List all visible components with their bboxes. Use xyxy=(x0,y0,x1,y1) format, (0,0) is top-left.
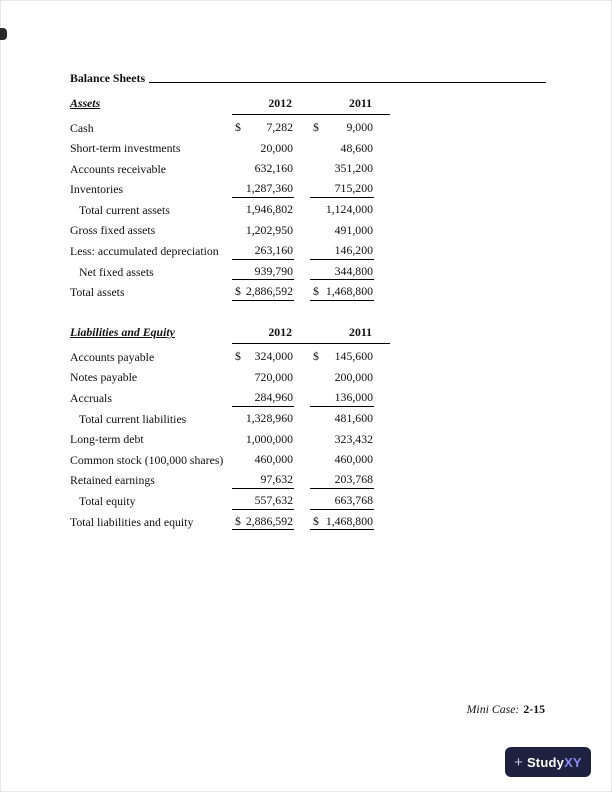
value-2012: 263,160 xyxy=(232,244,294,260)
value-2012: 97,632 xyxy=(232,473,294,489)
dollar-sign xyxy=(233,433,235,447)
dollar-sign xyxy=(311,142,313,156)
dollar-sign: $ xyxy=(313,120,319,135)
dollar-sign xyxy=(311,203,313,217)
dollar-sign xyxy=(311,453,313,467)
value-2011: 200,000 xyxy=(310,371,374,386)
table-row xyxy=(70,512,396,533)
value-2012: 460,000 xyxy=(232,453,294,468)
table-row xyxy=(70,347,396,368)
table-row xyxy=(70,471,396,492)
value-2011: 351,200 xyxy=(310,162,374,177)
assets-table xyxy=(70,91,396,303)
dollar-sign: $ xyxy=(235,284,241,299)
table-row xyxy=(70,118,396,139)
row-label: Retained earnings xyxy=(70,473,155,488)
value-2011: 136,000 xyxy=(310,391,374,407)
mini-case-label: Mini Case: xyxy=(466,702,520,716)
dollar-sign xyxy=(233,224,235,238)
value-2011: $ 9,000 xyxy=(313,120,373,135)
value-2011: 491,000 xyxy=(310,224,374,239)
row-label: Notes payable xyxy=(70,370,138,385)
dollar-sign: $ xyxy=(235,513,241,528)
value-2012: $ 2,886,592 xyxy=(232,285,294,301)
assets-table-header xyxy=(70,91,396,111)
dollar-sign xyxy=(311,473,313,487)
heading-rule xyxy=(149,82,546,83)
document-page xyxy=(70,68,546,550)
dollar-sign xyxy=(311,182,313,196)
row-label: Common stock (100,000 shares) xyxy=(70,452,224,467)
dollar-sign: $ xyxy=(235,349,241,364)
value-2012: 939,790 xyxy=(232,265,294,281)
column-header-2012: 2012 xyxy=(268,325,292,340)
row-label: Accounts payable xyxy=(70,349,155,364)
dollar-sign xyxy=(311,244,313,258)
value-2011: $ 1,468,800 xyxy=(310,285,374,301)
value-2011: 481,600 xyxy=(310,412,374,427)
dollar-sign xyxy=(311,371,313,385)
row-label: Total liabilities and equity xyxy=(70,514,194,529)
value-2012: 20,000 xyxy=(232,142,294,157)
value-2011: 1,124,000 xyxy=(310,203,374,218)
dollar-sign xyxy=(233,203,235,217)
page-heading: Balance Sheets xyxy=(70,71,146,86)
dollar-sign xyxy=(233,142,235,156)
liabilities-equity-table xyxy=(70,320,396,532)
plus-icon: + xyxy=(514,753,523,771)
value-2012: 1,202,950 xyxy=(232,224,294,239)
row-label: Less: accumulated depreciation xyxy=(70,244,219,259)
value-2011: 146,200 xyxy=(310,244,374,260)
column-header-2011: 2011 xyxy=(349,325,372,340)
table-row xyxy=(70,368,396,389)
table-row xyxy=(70,200,396,221)
brand-name-prefix: Study xyxy=(526,754,565,770)
dollar-sign: $ xyxy=(313,284,319,299)
dollar-sign xyxy=(311,494,313,508)
dollar-sign xyxy=(233,412,235,426)
dollar-sign xyxy=(311,412,313,426)
table-row xyxy=(70,430,396,451)
value-2011: 48,600 xyxy=(310,142,374,157)
value-2011: 663,768 xyxy=(310,494,374,510)
table-title: Liabilities and Equity xyxy=(70,325,175,340)
assets-rows xyxy=(70,118,396,303)
row-label: Inventories xyxy=(70,182,124,197)
table-row xyxy=(70,221,396,242)
value-2011: 715,200 xyxy=(310,182,374,198)
value-2012: 1,287,360 xyxy=(232,182,294,198)
page-footer xyxy=(467,702,545,717)
value-2012: 720,000 xyxy=(232,371,294,386)
value-2012: 1,328,960 xyxy=(232,412,294,427)
value-2011: $ 1,468,800 xyxy=(310,515,374,531)
row-label: Total equity xyxy=(79,494,136,509)
table-row xyxy=(70,389,396,410)
dollar-sign xyxy=(311,162,313,176)
value-2012: 557,632 xyxy=(232,494,294,510)
value-2012: $ 2,886,592 xyxy=(232,515,294,531)
table-row xyxy=(70,409,396,430)
balance-sheets-heading-row xyxy=(70,68,546,85)
liabilities-table-header xyxy=(70,320,396,340)
dollar-sign xyxy=(233,371,235,385)
column-header-2012: 2012 xyxy=(268,96,292,110)
table-row xyxy=(70,450,396,471)
table-row xyxy=(70,492,396,513)
dollar-sign xyxy=(233,494,235,508)
liabilities-rows xyxy=(70,347,396,532)
table-row xyxy=(70,283,396,304)
table-row xyxy=(70,159,396,180)
dollar-sign xyxy=(311,391,313,405)
header-rule xyxy=(232,114,390,115)
value-2011: 460,000 xyxy=(310,453,374,468)
dollar-sign xyxy=(233,162,235,176)
row-label: Net fixed assets xyxy=(79,264,154,279)
studyxy-logo xyxy=(505,747,591,777)
column-header-2011: 2011 xyxy=(349,96,372,110)
row-label: Long-term debt xyxy=(70,432,144,447)
dollar-sign xyxy=(233,473,235,487)
dollar-sign: $ xyxy=(313,349,319,364)
header-rule xyxy=(232,343,390,344)
value-2012: $ 324,000 xyxy=(235,349,293,364)
table-title: Assets xyxy=(70,96,101,110)
dollar-sign xyxy=(311,224,313,238)
row-label: Accounts receivable xyxy=(70,161,166,176)
value-2012: 1,000,000 xyxy=(232,433,294,448)
dollar-sign xyxy=(311,433,313,447)
value-2012: 284,960 xyxy=(232,391,294,407)
row-label: Accruals xyxy=(70,391,112,406)
row-label: Total current assets xyxy=(79,202,170,217)
dollar-sign xyxy=(233,182,235,196)
table-row xyxy=(70,242,396,263)
dollar-sign xyxy=(233,453,235,467)
dollar-sign: $ xyxy=(235,120,241,135)
row-label: Cash xyxy=(70,120,94,135)
scan-artifact xyxy=(0,28,7,40)
table-row xyxy=(70,180,396,201)
value-2012: 1,946,802 xyxy=(232,203,294,218)
value-2012: $ 7,282 xyxy=(235,120,293,135)
dollar-sign xyxy=(233,265,235,279)
dollar-sign xyxy=(233,244,235,258)
value-2012: 632,160 xyxy=(232,162,294,177)
dollar-sign xyxy=(311,265,313,279)
dollar-sign xyxy=(233,391,235,405)
row-label: Total current liabilities xyxy=(79,411,187,426)
value-2011: 203,768 xyxy=(310,473,374,489)
row-label: Gross fixed assets xyxy=(70,223,156,238)
page-number: 2-15 xyxy=(523,702,545,716)
dollar-sign: $ xyxy=(313,513,319,528)
brand-name-suffix: XY xyxy=(564,754,582,770)
table-row xyxy=(70,262,396,283)
row-label: Total assets xyxy=(70,285,125,300)
row-label: Short-term investments xyxy=(70,141,181,156)
value-2011: $ 145,600 xyxy=(313,349,373,364)
value-2011: 344,800 xyxy=(310,265,374,281)
table-row xyxy=(70,139,396,160)
value-2011: 323,432 xyxy=(310,433,374,448)
